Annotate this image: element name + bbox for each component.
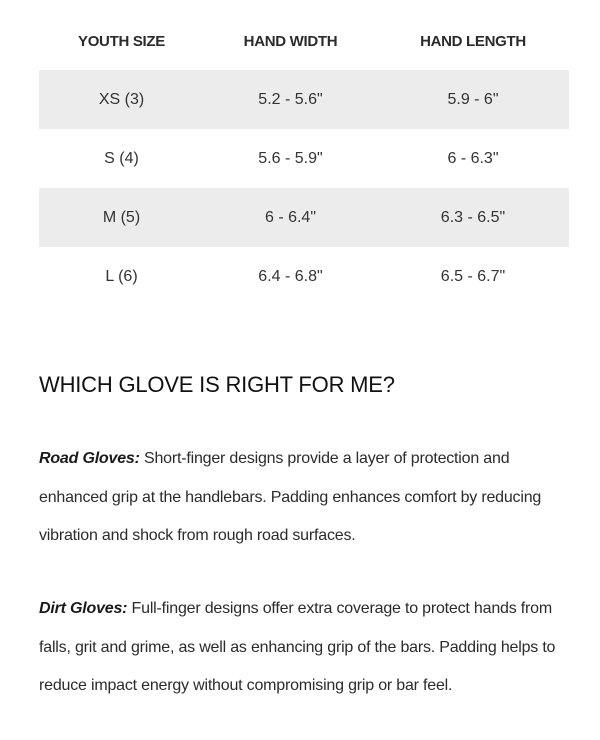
hand-length-cell: 6.5 - 6.7" [440,267,506,285]
size-chart-header-row [39,12,569,70]
table-row [39,247,569,306]
size-cell: S (4) [104,149,139,167]
size-cell: XS (3) [39,70,204,129]
section-title: WHICH GLOVE IS RIGHT FOR ME? [39,372,395,397]
header-hand-length: HAND LENGTH [420,32,526,50]
road-gloves-label: Road Gloves: [39,450,140,467]
road-gloves-description: Short-finger designs provide a layer of protection and enhanced grip at the handlebars. Padding enhances comfort by reducing vibration and shock from rough road surfaces. [39,450,542,544]
table-row [39,70,569,129]
hand-width-cell: 5.2 - 5.6" [204,70,377,129]
hand-length-cell: 5.9 - 6" [377,70,569,129]
hand-width-cell: 6.4 - 6.8" [258,267,323,285]
road-gloves-paragraph [39,440,569,556]
table-row [39,188,569,247]
size-cell: M (5) [39,188,204,247]
header-youth-size: YOUTH SIZE [77,32,165,50]
dirt-gloves-paragraph [39,590,569,706]
header-hand-width: HAND WIDTH [243,32,338,50]
dirt-gloves-description: Full-finger designs offer extra coverage to protect hands from falls, grit and grime, as well as enhancing grip of the bars. Padding helps to reduce impact energy without compromising grip or bar feel. [39,600,556,694]
youth-size-chart [39,12,569,306]
table-row [39,129,569,188]
hand-length-cell: 6 - 6.3" [447,149,499,167]
hand-width-cell: 5.6 - 5.9" [258,149,323,167]
dirt-gloves-label: Dirt Gloves: [39,600,128,617]
hand-length-cell: 6.3 - 6.5" [377,188,569,247]
hand-width-cell: 6 - 6.4" [204,188,377,247]
size-cell: L (6) [105,267,138,285]
